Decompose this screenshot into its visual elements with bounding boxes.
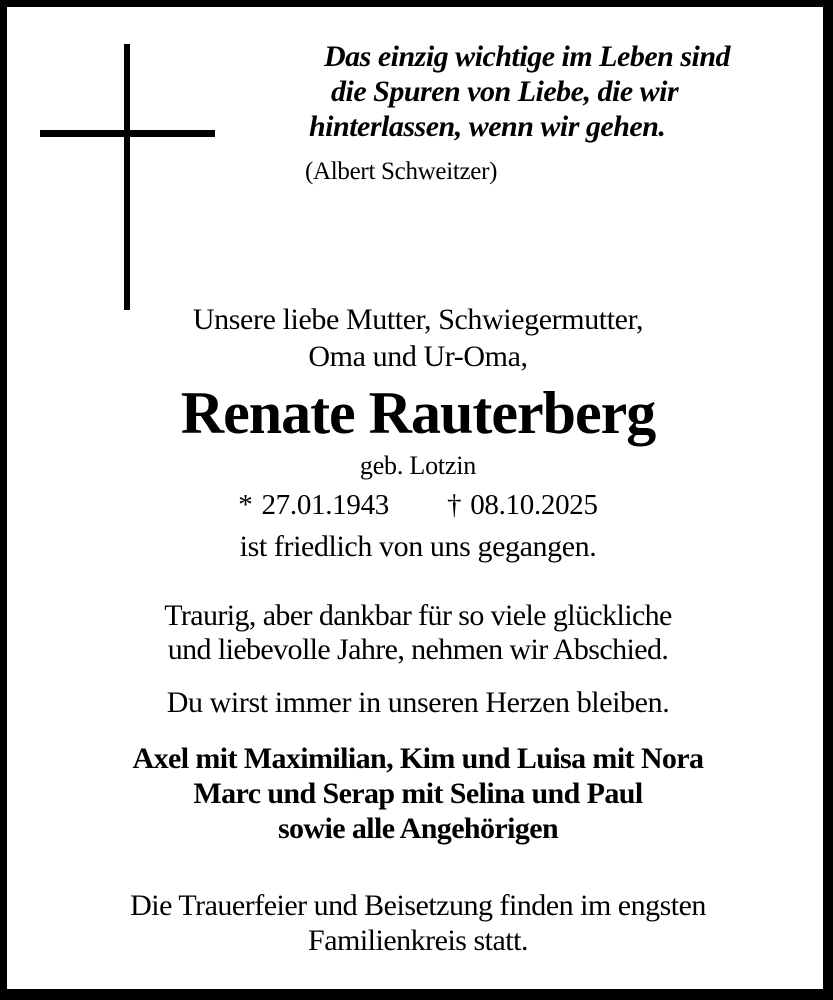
cross-icon-horizontal-bar [40,130,215,137]
remembrance-line: Du wirst immer in unseren Herzen bleiben. [166,686,670,719]
cross-icon-vertical-bar [124,44,130,310]
quote-line: hinterlassen, wenn wir gehen. [309,110,666,143]
quote-line: die Spuren von Liebe, die wir [331,75,679,108]
quote-attribution: (Albert Schweitzer) [305,158,498,185]
passing-line: ist friedlich von uns gegangen. [239,530,597,563]
farewell-line: und liebevolle Jahre, nehmen wir Abschied. [167,633,669,666]
memorial-quote [309,39,730,144]
deceased-name: Renate Rauterberg [180,380,656,446]
farewell-line: Traurig, aber dankbar für so viele glückliche [164,599,672,632]
service-line: Familienkreis statt. [308,924,528,957]
death-date [447,489,598,522]
birth-date-value: 27.01.1943 [261,489,389,521]
service-note [13,888,823,958]
birth-date [238,489,389,522]
quote-line: Das einzig wichtige im Leben sind [324,40,731,73]
salutation [13,301,823,375]
mourners-line: Marc und Serap mit Selina und Paul [193,777,643,810]
birth-star-symbol: * [238,489,253,521]
farewell-paragraph [13,599,823,667]
salutation-line: Oma und Ur-Oma, [308,340,528,373]
salutation-line: Unsere liebe Mutter, Schwiegermutter, [192,303,644,336]
maiden-name: geb. Lotzin [359,451,477,480]
death-cross-symbol: † [447,489,462,521]
mourners-line: Axel mit Maximilian, Kim und Luisa mit Nora [132,742,704,775]
death-date-value: 08.10.2025 [470,489,598,521]
mourners-line: sowie alle Angehörigen [277,812,559,845]
service-line: Die Trauerfeier und Beisetzung finden im engsten [130,889,706,922]
life-dates [13,489,823,522]
mourners-list [13,741,823,846]
